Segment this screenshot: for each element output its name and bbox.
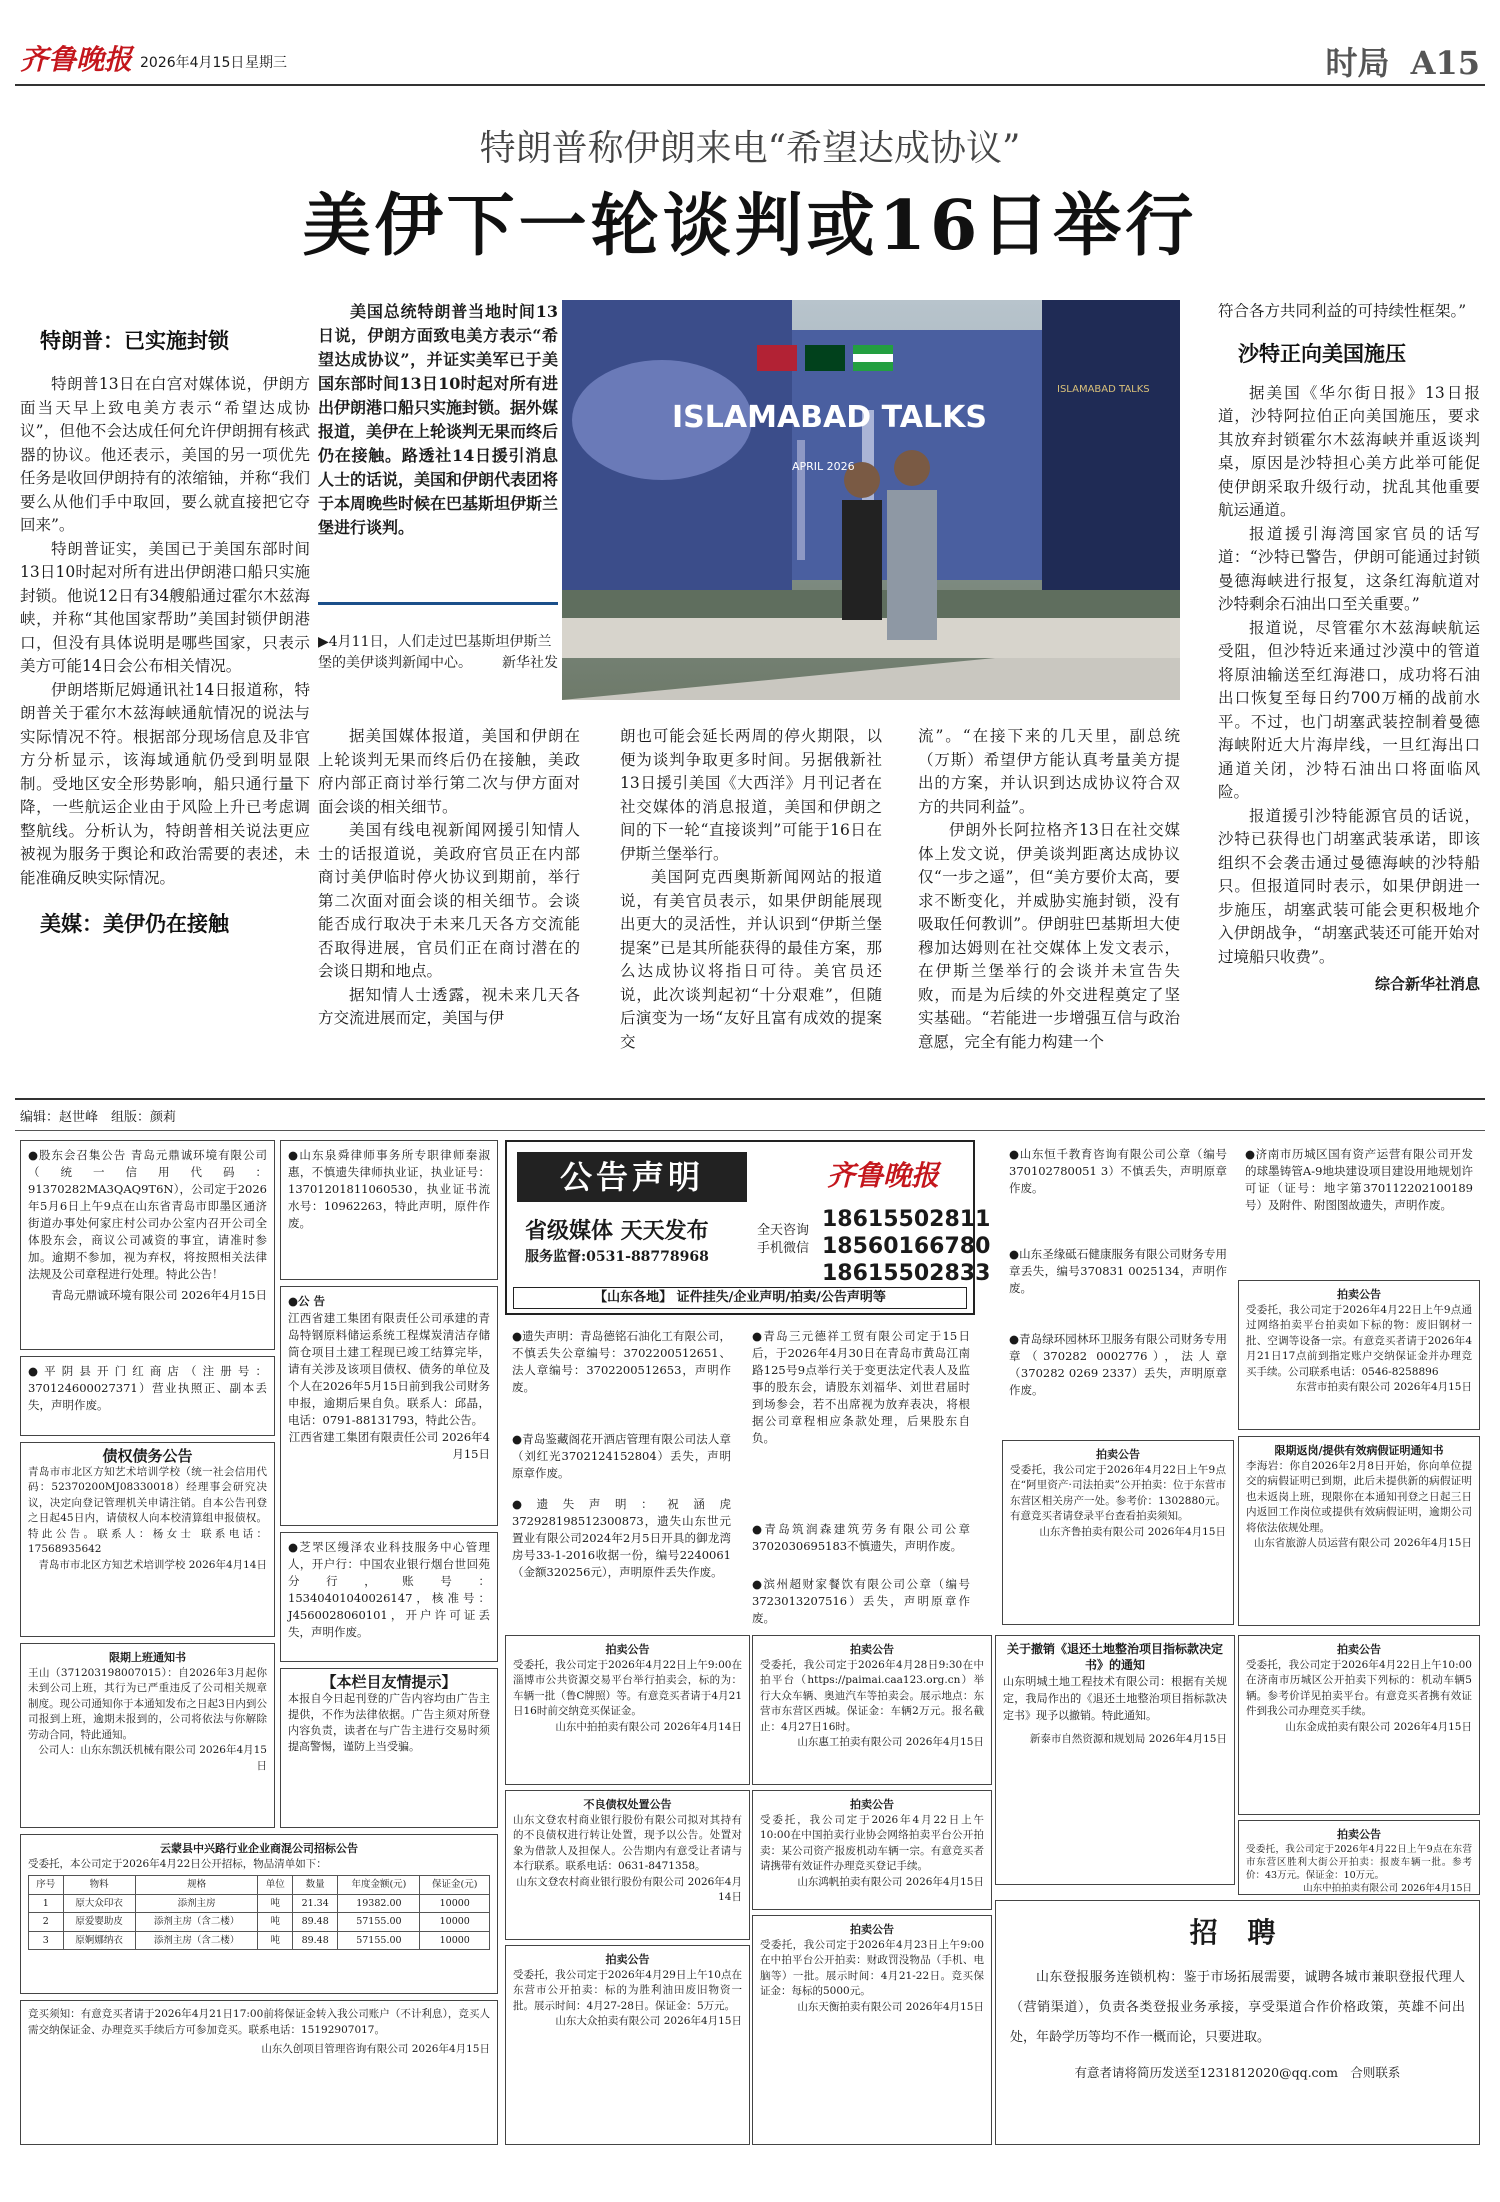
paragraph: 特朗普证实，美国已于美国东部时间13日10时起对所有进出伊朗港口船只实施封锁。他说12日有34艘船通过霍尔木兹海峡，并称“其他国家帮助”美国封锁伊朗港口，但没有具体说明是哪些国家，只表示美方可能14日会公布相关情况。: [20, 539, 310, 675]
notice-text: 受委托，我公司定于2026年4月23日上午9:00在中拍平台公开拍卖：财政罚没物品（手机、电脑等）一批。展示时间：4月21-22日。竞买保证金：每标的5000元。: [760, 1938, 984, 1997]
paragraph: 伊朗塔斯尼姆通讯社14日报道称，特朗普关于霍尔木兹海峡通航情况的说法与实际情况不符。根据部分现场信息及非官方分析显示，该海域通航仍受到明显限制。受地区安全形势影响，船只通行量下降，一些航运企业由于风险上升已考虑调整航线。分析认为，特朗普相关说法更应被视为服务于舆论和政治需要的表述，未能准确反映实际情况。: [20, 680, 310, 887]
notice-auction: [505, 1945, 750, 2145]
ad-logo: 齐鲁晚报: [827, 1159, 940, 1192]
notice-auction: [752, 1915, 992, 2145]
notice-title: 拍卖公告: [1337, 1288, 1381, 1301]
announcement-ad: [505, 1140, 991, 1315]
notice-auction: [1002, 1440, 1234, 1625]
paragraph: 报道援引沙特能源官员的话说，沙特已获得也门胡塞武装承诺，即该组织不会袭击通过曼德海峡的沙特船只。但报道同时表示，如果伊朗进一步施压，胡塞武装可能会更积极地介入伊朗战争，“胡塞武装还可能开始对过境船只收费”。: [1218, 806, 1480, 966]
table-cell: 21.34: [292, 1894, 337, 1913]
paragraph: 伊朗外长阿拉格齐13日在社交媒体上发文说，伊美谈判距离达成协议仅“一步之遥”，但“美方要价太高，要求不断变化，并威胁实施封锁，没有吸取任何教训”。伊朗驻巴基斯坦大使穆加达姆则在社交媒体上发文表示，在伊斯兰堡举行的会谈并未宣告失败，而是为后续的外交进程奠定了坚实基础。“若能进一步增强互信与政治意愿，完全有能力构建一个: [918, 821, 1180, 1051]
notice-shareholder-change: ●青岛三元德祥工贸有限公司定于15日后，于2026年4月30日在青岛市黄岛江南路125号9点举行关于变更法定代表人及监事的股东会，请股东刘福华、刘世君届时到场参会，若不出席视为放弃表决，将根据公司章程相应条款处理，后果股东自负。: [752, 1329, 970, 1445]
paragraph: 据知情人士透露，视未来几天各方交流进展而定，美国与伊: [318, 985, 580, 1027]
divider: [15, 1098, 1485, 1100]
notice-auction: [1238, 1820, 1480, 1895]
notice-signature: 山东惠工拍卖有限公司 2026年4月15日: [797, 1736, 984, 1748]
paragraph: 符合各方共同利益的可持续性框架。”: [1218, 302, 1467, 320]
notice-auction: [1238, 1280, 1480, 1430]
notice-signature: 山东天衡拍卖有限公司 2026年4月15日: [797, 2000, 984, 2013]
ad-footer: 【山东各地】 证件挂失/企业声明/拍卖/公告声明等: [513, 1287, 967, 1309]
notice-signature: 山东鸿帆拍卖有限公司 2026年4月15日: [797, 1875, 984, 1888]
table-cell: 2: [29, 1913, 64, 1932]
table-cell: 89.48: [292, 1913, 337, 1932]
table-cell: 吨: [258, 1931, 293, 1950]
lead-paragraph: 美国总统特朗普当地时间13日说，伊朗方面致电美方表示“希望达成协议”，并证实美军已于美国东部时间13日10时起对所有进出伊朗港口船只实施封锁。据外媒报道，美伊在上轮谈判无果而终后仍在接触。路透社14日援引消息人士的话说，美国和伊朗代表团将于本周晚些时候在巴基斯坦伊斯兰堡进行谈判。: [318, 302, 559, 537]
notice-signature: 山东文登农村商业银行股份有限公司 2026年4月14日: [516, 1875, 742, 1903]
notice-title: 拍卖公告: [850, 1643, 894, 1656]
section-label: [1325, 38, 1480, 84]
subhead-saudi: 沙特正向美国施压: [1238, 341, 1406, 366]
table-cell: 数量: [292, 1876, 337, 1895]
table-cell: 10000: [420, 1894, 490, 1913]
notice-text: 本报自今日起刊登的广告内容均由广告主提供，不作为法律依据。广告主须对所登内容负责，读者在与广告主进行交易时须提高警惕，谨防上当受骗。: [288, 1691, 490, 1753]
notice-catering-seal: ●滨州超财家餐饮有限公司公章（编号3723013207516）丢失，声明原章作废。: [752, 1577, 970, 1625]
notice-title: 不良债权处置公告: [583, 1798, 672, 1811]
notice-signature: 山东中拍拍卖有限公司 2026年4月14日: [555, 1720, 742, 1733]
notice-title: 【本栏目友情提示】: [321, 1673, 457, 1691]
table-cell: 57155.00: [338, 1931, 420, 1950]
notice-signature: 江西省建工集团有限责任公司 2026年4月15日: [288, 1430, 490, 1461]
notice-return-to-work: [20, 1643, 275, 1828]
table-cell: 19382.00: [338, 1894, 420, 1913]
notice-text: 山东明城土地工程技术有限公司：根据有关规定，我局作出的《退还土地整治项目指标款决定书》现予以撤销。特此通知。: [1003, 1675, 1227, 1722]
notice-signature: 青岛市市北区方知艺术培训学校 2026年4月14日: [38, 1558, 267, 1571]
notice-edu-seal: ●山东恒千教育咨询有限公司公章（编号370102780051 3）不慎丢失，声明原章作废。: [1009, 1147, 1227, 1195]
notice-seal-lost: ●遗失声明：青岛德铭石油化工有限公司，不慎丢失公章编号：3702200512651、法人章编号：3702200512653，声明作废。: [512, 1329, 731, 1394]
notice-text: 受委托，我公司定于2026年4月22日上午9点通过网络拍卖平台拍卖如下标的物：废旧钢材一批、空调等设备一宗。有意竞买者请于2026年4月21日17点前到指定账户交纳保证金并办理竞买手续。公司联系电话：0546-8258896: [1246, 1303, 1472, 1378]
notice-text: 竞买须知：有意竞买者请于2026年4月21日17:00前将保证金转入我公司账户（不计利息），竞买人需交纳保证金、办理竞买手续后方可参加竞买。联系电话：15192907017。: [28, 2008, 490, 2036]
table-cell: 物料: [63, 1876, 135, 1895]
recruit-text: 山东登报服务连锁机构：鉴于市场拓展需要，诚聘各城市兼职登报代理人（营销渠道），负责各类登报业务承接，享受渠道合作价格政策，英雄不问出处，年龄学历等均不作一概而论，只要进取。: [1010, 1970, 1465, 2045]
notice-text: 王山（371203198007015）：自2026年3月起你未到公司上班，其行为已严重违反了公司相关规章制度。现公司通知你于本通知发布之日起3日内到公司报到上班，逾期未报到的，公司将依法与你解除劳动合同，特此通知。: [28, 1666, 267, 1741]
notice-hotel-seal: ●青岛鉴藏阁花开酒店管理有限公司法人章（刘红光3702124152804）丢失，声明原章作废。: [512, 1432, 731, 1480]
notice-text: 受委托，我公司定于2026年4月29日上午10点在东营市公开拍卖：标的为胜利油田废旧物资一批。展示时间：4月27-28日。保证金：5万元。: [513, 1968, 742, 2012]
notice-text: 受委托，本公司定于2026年4月22日公开招标，物品清单如下：: [28, 1857, 327, 1870]
side-panel: ISLAMABAD TALKS: [1057, 384, 1150, 395]
caption-text: ▶4月11日，人们走过巴基斯坦伊斯兰堡的美伊谈判新闻中心。: [318, 634, 552, 671]
issue-date: 2026年4月15日: [140, 55, 245, 71]
notice-signature: 公司人：山东东凯沃机械有限公司 2026年4月15日: [38, 1744, 267, 1772]
notice-text: 受委托，我公司定于2026年4月22日上午9点在“阿里资产·司法拍卖”公开拍卖：位于东营市东营区相关房产一处。参考价：1302880元。有意竞买者请登录平台查看拍卖须知。: [1010, 1463, 1226, 1522]
paragraph: 朗也可能会延长两周的停火期限，以便为谈判争取更多时间。另据俄新社13日援引美国《大西洋》月刊记者在社交媒体的消息报道，美国和伊朗之间的下一轮“直接谈判”可能于16日在伊斯兰堡举行。: [620, 727, 882, 863]
main-headline: 美伊下一轮谈判或16日举行: [302, 186, 1198, 266]
column-3: [318, 725, 580, 1031]
notice-health-seal: ●山东圣缘砥石健康服务有限公司财务专用章丢失，编号370831 0025134，声明作废。: [1009, 1247, 1227, 1295]
table-cell: 序号: [29, 1876, 64, 1895]
notice-text: 受委托，我公司定于2026年4月22日上午9点在东营市东营区胜利大街公开拍卖：报废车辆一批。参考价：43万元。保证金：10万元。: [1246, 1843, 1472, 1881]
table-cell: 保证金(元): [420, 1876, 490, 1895]
paragraph: 美国阿克西奥斯新闻网站的报道说，有美官员表示，如果伊朗能展现出更大的灵活性，并认识到“伊斯兰堡提案”已是其所能获得的最佳方案，那么达成协议将指日可待。美官员还说，此次谈判起初“十分艰难”，但随后演变为一场“友好且富有成效的提案交: [620, 868, 882, 1051]
notice-title: 拍卖公告: [605, 1643, 650, 1656]
column-6: [1218, 300, 1480, 994]
paragraph: 据美国媒体报道，美国和伊朗在上轮谈判无果而终后仍在接触，美政府内部正商讨举行第二次与伊方面对面会谈的相关细节。: [318, 727, 580, 816]
notice-reminder: [280, 1668, 498, 1828]
table-cell: 原大众印衣: [63, 1894, 135, 1913]
notice-text: ●股东会召集公告 青岛元鼎诚环境有限公司（统一信用代码：91370282MA3QAQ9T6N），公司定于2026年5月6日上午9点在山东省青岛市即墨区通济街道办事处何家庄村公司办公室内召开公司全体股东会，商议公司减资的事宜，请准时参加。逾期不参加，视为弃权，将按照相关法律法规及公司章程进行处理。特此公告！: [28, 1148, 267, 1281]
table-row: [29, 1913, 490, 1932]
table-cell: 吨: [258, 1894, 293, 1913]
notice-land-recall: [995, 1635, 1235, 1885]
notice-signature: 山东省旅游人员运营有限公司 2026年4月15日: [1253, 1537, 1472, 1549]
source-credit: 综合新华社消息: [1374, 975, 1480, 993]
paragraph: 美国有线电视新闻网援引知情人士的话报道说，美政府官员正在内部商讨美伊临时停火协议到期前，举行第二次面对面会谈的相关细节。会谈能否成行取决于未来几天各方交流能否取得进展，官员们正在商讨潜在的会谈日期和地点。: [318, 821, 580, 980]
column-5: [918, 725, 1180, 1054]
notice-title: 拍卖公告: [1337, 1643, 1381, 1656]
phone-list: [822, 1206, 990, 1287]
table-cell: 规格: [135, 1876, 258, 1895]
masthead-rule: [15, 84, 1485, 86]
photo-credit: 新华社发: [502, 655, 558, 671]
notice-title: 限期返岗/提供有效病假证明通知书: [1274, 1444, 1444, 1457]
notice-labor-seal: ●青岛筑润森建筑劳务有限公司公章3702030695183不慎遗失，声明作废。: [752, 1522, 970, 1553]
phone-number: 18560166780: [822, 1234, 991, 1259]
table-row: [29, 1894, 490, 1913]
notice-permit-lost: ●济南市历城区国有资产运营有限公司开发的球墨铸管A-9地块建设项目建设用地规划许可证（证号：地字第370112202100189号）及附件、附图图故遗失，声明作废。: [1245, 1147, 1473, 1212]
ad-title: 公告声明: [517, 1152, 747, 1202]
notice-text: 山东文登农村商业银行股份有限公司拟对其持有的不良债权进行转让处置，现予以公告。处置对象为借款人及担保人。公告期内有意受让者请与本行联系。联系电话：0631-8471358。: [513, 1813, 742, 1872]
column-1: [20, 325, 310, 938]
paragraph: 特朗普13日在白宫对媒体说，伊朗方面当天早上致电美方表示“希望达成协议”，但他不会达成任何允许伊朗拥有核武器的协议。他还表示，美国的另一项优先任务是收回伊朗持有的浓缩铀，并称“我们要么从他们手中取回，要么就直接把它夺回来”。: [20, 375, 310, 534]
ad-side-label: 全天咨询 手机微信: [757, 1223, 810, 1256]
notice-shareholder-meeting: [20, 1140, 275, 1350]
column-4: [620, 725, 882, 1054]
notice-signature: 山东久创项目管理咨询有限公司 2026年4月15日: [261, 2043, 490, 2055]
lead-rule: [318, 602, 558, 605]
phone-number: 18615502811: [822, 1207, 991, 1232]
page-number: A15: [1410, 44, 1480, 82]
subhead-trump: 特朗普：已实施封锁: [40, 329, 229, 353]
notice-title: 限期上班通知书: [109, 1651, 186, 1664]
notice-signature: 东营市拍卖有限公司 2026年4月15日: [1295, 1381, 1472, 1393]
issue-weekday: 星期三: [245, 55, 287, 71]
newspaper-logo: 齐鲁晚报: [20, 43, 133, 76]
recruit-title: 招 聘: [1189, 1916, 1286, 1949]
notice-license-lost: ●平阴县开门红商店（注册号：370124600027371）营业执照正、副本丢失，声明作废。: [20, 1356, 275, 1436]
notice-text: 李海岩：你自2026年2月8日开始，你向单位提交的病假证明已到期，此后未提供新的病假证明也未返岗上班，现限你在本通知刊登之日起三日内返回工作岗位或提供有效病假证明，逾期公司将依法依规处理。: [1246, 1459, 1472, 1534]
talks-date: APRIL 2026: [792, 460, 855, 473]
paragraph: 报道说，尽管霍尔木兹海峡航运受阻，但沙特近来通过沙漠中的管道将原油输送至红海港口，成功将石油出口恢复至每日约700万桶的战前水平。不过，也门胡塞武装控制着曼德海峡附近大片海岸线，一旦红海出口通道关闭，沙特石油出口将面临风险。: [1218, 618, 1480, 801]
notice-landscape-seal: ●青岛绿环园林环卫服务有限公司财务专用章（370282 0002776），法人章（370282 0269 2337）丢失，声明原章作废。: [1009, 1332, 1227, 1397]
notice-sick-leave: [1238, 1436, 1480, 1626]
kicker: 特朗普称伊朗来电“希望达成协议”: [479, 128, 1021, 169]
editor-credits: 编辑：赵世峰 组版：颜莉: [20, 1110, 177, 1125]
divider: [15, 1130, 1485, 1131]
table-cell: 年度金额(元): [338, 1876, 420, 1895]
table-cell: 3: [29, 1931, 64, 1950]
notice-title: 拍卖公告: [605, 1953, 650, 1966]
notice-title: 关于撤销《退还土地整治项目指标款决定书》的通知: [1006, 1642, 1223, 1672]
notice-text: 受委托，我公司定于2026年4月22日上午10:00在济南市历城区公开拍卖下列标的：机动车辆5辆。参考价详见拍卖平台。有意竞买者携有效证件到我公司办理竞买手续。: [1246, 1658, 1472, 1717]
notice-text: 江西省建工集团有限责任公司承建的青岛特钢原料储运系统工程煤炭清洁存储筒仓项目土建工程现已竣工结算完毕，请有关涉及该项目债权、债务的单位及个人在2026年5月15日前到我公司财务申报，逾期后果自负。联系人：邱晶，电话：0791-88131793，特此公告。: [288, 1311, 490, 1427]
table-cell: 单位: [258, 1876, 293, 1895]
table-cell: 添剂主房（含二楼）: [135, 1931, 258, 1950]
notice-title: 拍卖公告: [850, 1923, 894, 1936]
table-row: [29, 1931, 490, 1950]
notice-auction: [1238, 1635, 1480, 1815]
notice-title: 债权债务公告: [102, 1447, 193, 1465]
notice-signature: 新泰市自然资源和规划局 2026年4月15日: [1029, 1733, 1227, 1745]
notice-signature: 青岛元鼎诚环境有限公司 2026年4月15日: [51, 1288, 267, 1302]
notice-text: 受委托，我公司定于2026年4月28日9:30在中拍平台（https://paimai.caa123.org.cn）举行大众车辆、奥迪汽车等拍卖会。展示地点：东营市东营区西城。保证金：车辆2万元。报名截止：4月27日16时。: [760, 1658, 984, 1733]
table-cell: 添剂主房（含二楼）: [135, 1913, 258, 1932]
ad-hotline: 服务监督:0531-88778968: [525, 1249, 709, 1265]
notice-auction: [505, 1635, 750, 1785]
notice-title: 云蒙县中兴路行业企业商混公司招标公告: [160, 1842, 358, 1855]
ad-slogan: 省级媒体 天天发布: [525, 1218, 709, 1244]
section-name: 时局: [1325, 44, 1390, 82]
news-photo: [562, 300, 1180, 700]
notice-text: 受委托，我公司定于2026年4月22日上午9:00在淄博市公共资源交易平台举行拍卖会，标的为：车辆一批（鲁C牌照）等。有意竞买者请于4月21日16时前交纳竞买保证金。: [513, 1658, 742, 1717]
table-cell: 57155.00: [338, 1913, 420, 1932]
notice-bad-debt: [505, 1790, 750, 1940]
notice-signature: 山东金成拍卖有限公司 2026年4月15日: [1285, 1720, 1472, 1733]
notice-permit-lost: ●芝罘区缦泽农业科技服务中心管理人，开户行：中国农业银行烟台世回苑分行，账号：15340401040026147，核准号：J4560028060101，开户许可证丢失，声明作废。: [280, 1532, 498, 1662]
table-row: [29, 1876, 490, 1895]
photo-caption: [318, 632, 558, 674]
notice-title: ●公 告: [288, 1294, 326, 1308]
paragraph: 报道援引海湾国家官员的话写道：“沙特已警告，伊朗可能通过封锁曼德海峡进行报复，这条红海航道对沙特剩余石油出口至关重要。”: [1218, 524, 1480, 613]
notice-bidding-terms: [20, 2000, 498, 2145]
notice-text: 受委托，我公司定于2026年4月22日上午10:00在中国拍卖行业协会网络拍卖平台公开拍卖：某公司资产报废机动车辆一宗。有意竞买者请携带有效证件办理竞买登记手续。: [760, 1813, 984, 1872]
phone-number: 18615502833: [822, 1261, 991, 1286]
table-cell: 原婀娜纳衣: [63, 1931, 135, 1950]
bid-table: [28, 1875, 490, 1950]
recruit-contact: 有意者请将简历发送至1231812020@qq.com 合则联系: [1074, 2065, 1401, 2080]
table-cell: 10000: [420, 1913, 490, 1932]
recruitment-box: [995, 1900, 1480, 2145]
table-cell: 10000: [420, 1931, 490, 1950]
table-cell: 89.48: [292, 1931, 337, 1950]
notice-debt: [20, 1442, 275, 1637]
table-cell: 原爱婴助皮: [63, 1913, 135, 1932]
notice-title: 拍卖公告: [850, 1798, 894, 1811]
notice-receipt-lost: ●遗失声明：祝涵虎372928198512300873，遗失山东世元置业有限公司2024年2月5日开具的御龙湾房号33-1-2016收据一份，编号2240061（金额320256元），声明原件丢失作废。: [512, 1497, 731, 1579]
talks-sign: ISLAMABAD TALKS: [672, 400, 987, 435]
table-cell: 添剂主房: [135, 1894, 258, 1913]
notice-title: 拍卖公告: [1337, 1828, 1381, 1841]
notice-lawyer-license: ●山东泉舜律师事务所专职律师秦淑惠，不慎遗失律师执业证，执业证号：13701201811060530，执业证书流水号：10962263，特此声明，原件作废。: [280, 1140, 498, 1280]
notice-title: 拍卖公告: [1096, 1448, 1140, 1461]
subhead-contact: 美媒：美伊仍在接触: [40, 912, 229, 936]
paragraph: 据美国《华尔街日报》13日报道，沙特阿拉伯正向美国施压，要求其放弃封锁霍尔木兹海峡并重返谈判桌，原因是沙特担心美方此举可能促使伊朗采取升级行动，扰乱其他重要航运通道。: [1218, 383, 1480, 519]
table-cell: 吨: [258, 1913, 293, 1932]
notice-text: 青岛市市北区方知艺术培训学校（统一社会信用代码：52370200MJ08330018）经理事会研究决议，决定向登记管理机关申请注销。自本公告刊登之日起45日内，请债权人向本校清算组申报债权。特此公告。联系人：杨女士 联系电话：17568935642: [28, 1465, 267, 1555]
notice-auction: [752, 1790, 992, 1910]
notice-signature: 山东中拍拍卖有限公司 2026年4月15日: [1303, 1882, 1472, 1894]
notice-tender: [20, 1834, 498, 1994]
notice-signature: 山东大众拍卖有限公司 2026年4月15日: [555, 2015, 742, 2027]
notice-construction: [280, 1286, 498, 1526]
notice-signature: 山东齐鲁拍卖有限公司 2026年4月15日: [1039, 1525, 1226, 1538]
table-cell: 1: [29, 1894, 64, 1913]
masthead: [0, 0, 1500, 82]
notice-auction: [752, 1635, 992, 1785]
paragraph: 流”。“在接下来的几天里，副总统（万斯）希望伊方能认真考量美方提出的方案，并认识到达成协议符合双方的共同利益”。: [918, 727, 1180, 816]
